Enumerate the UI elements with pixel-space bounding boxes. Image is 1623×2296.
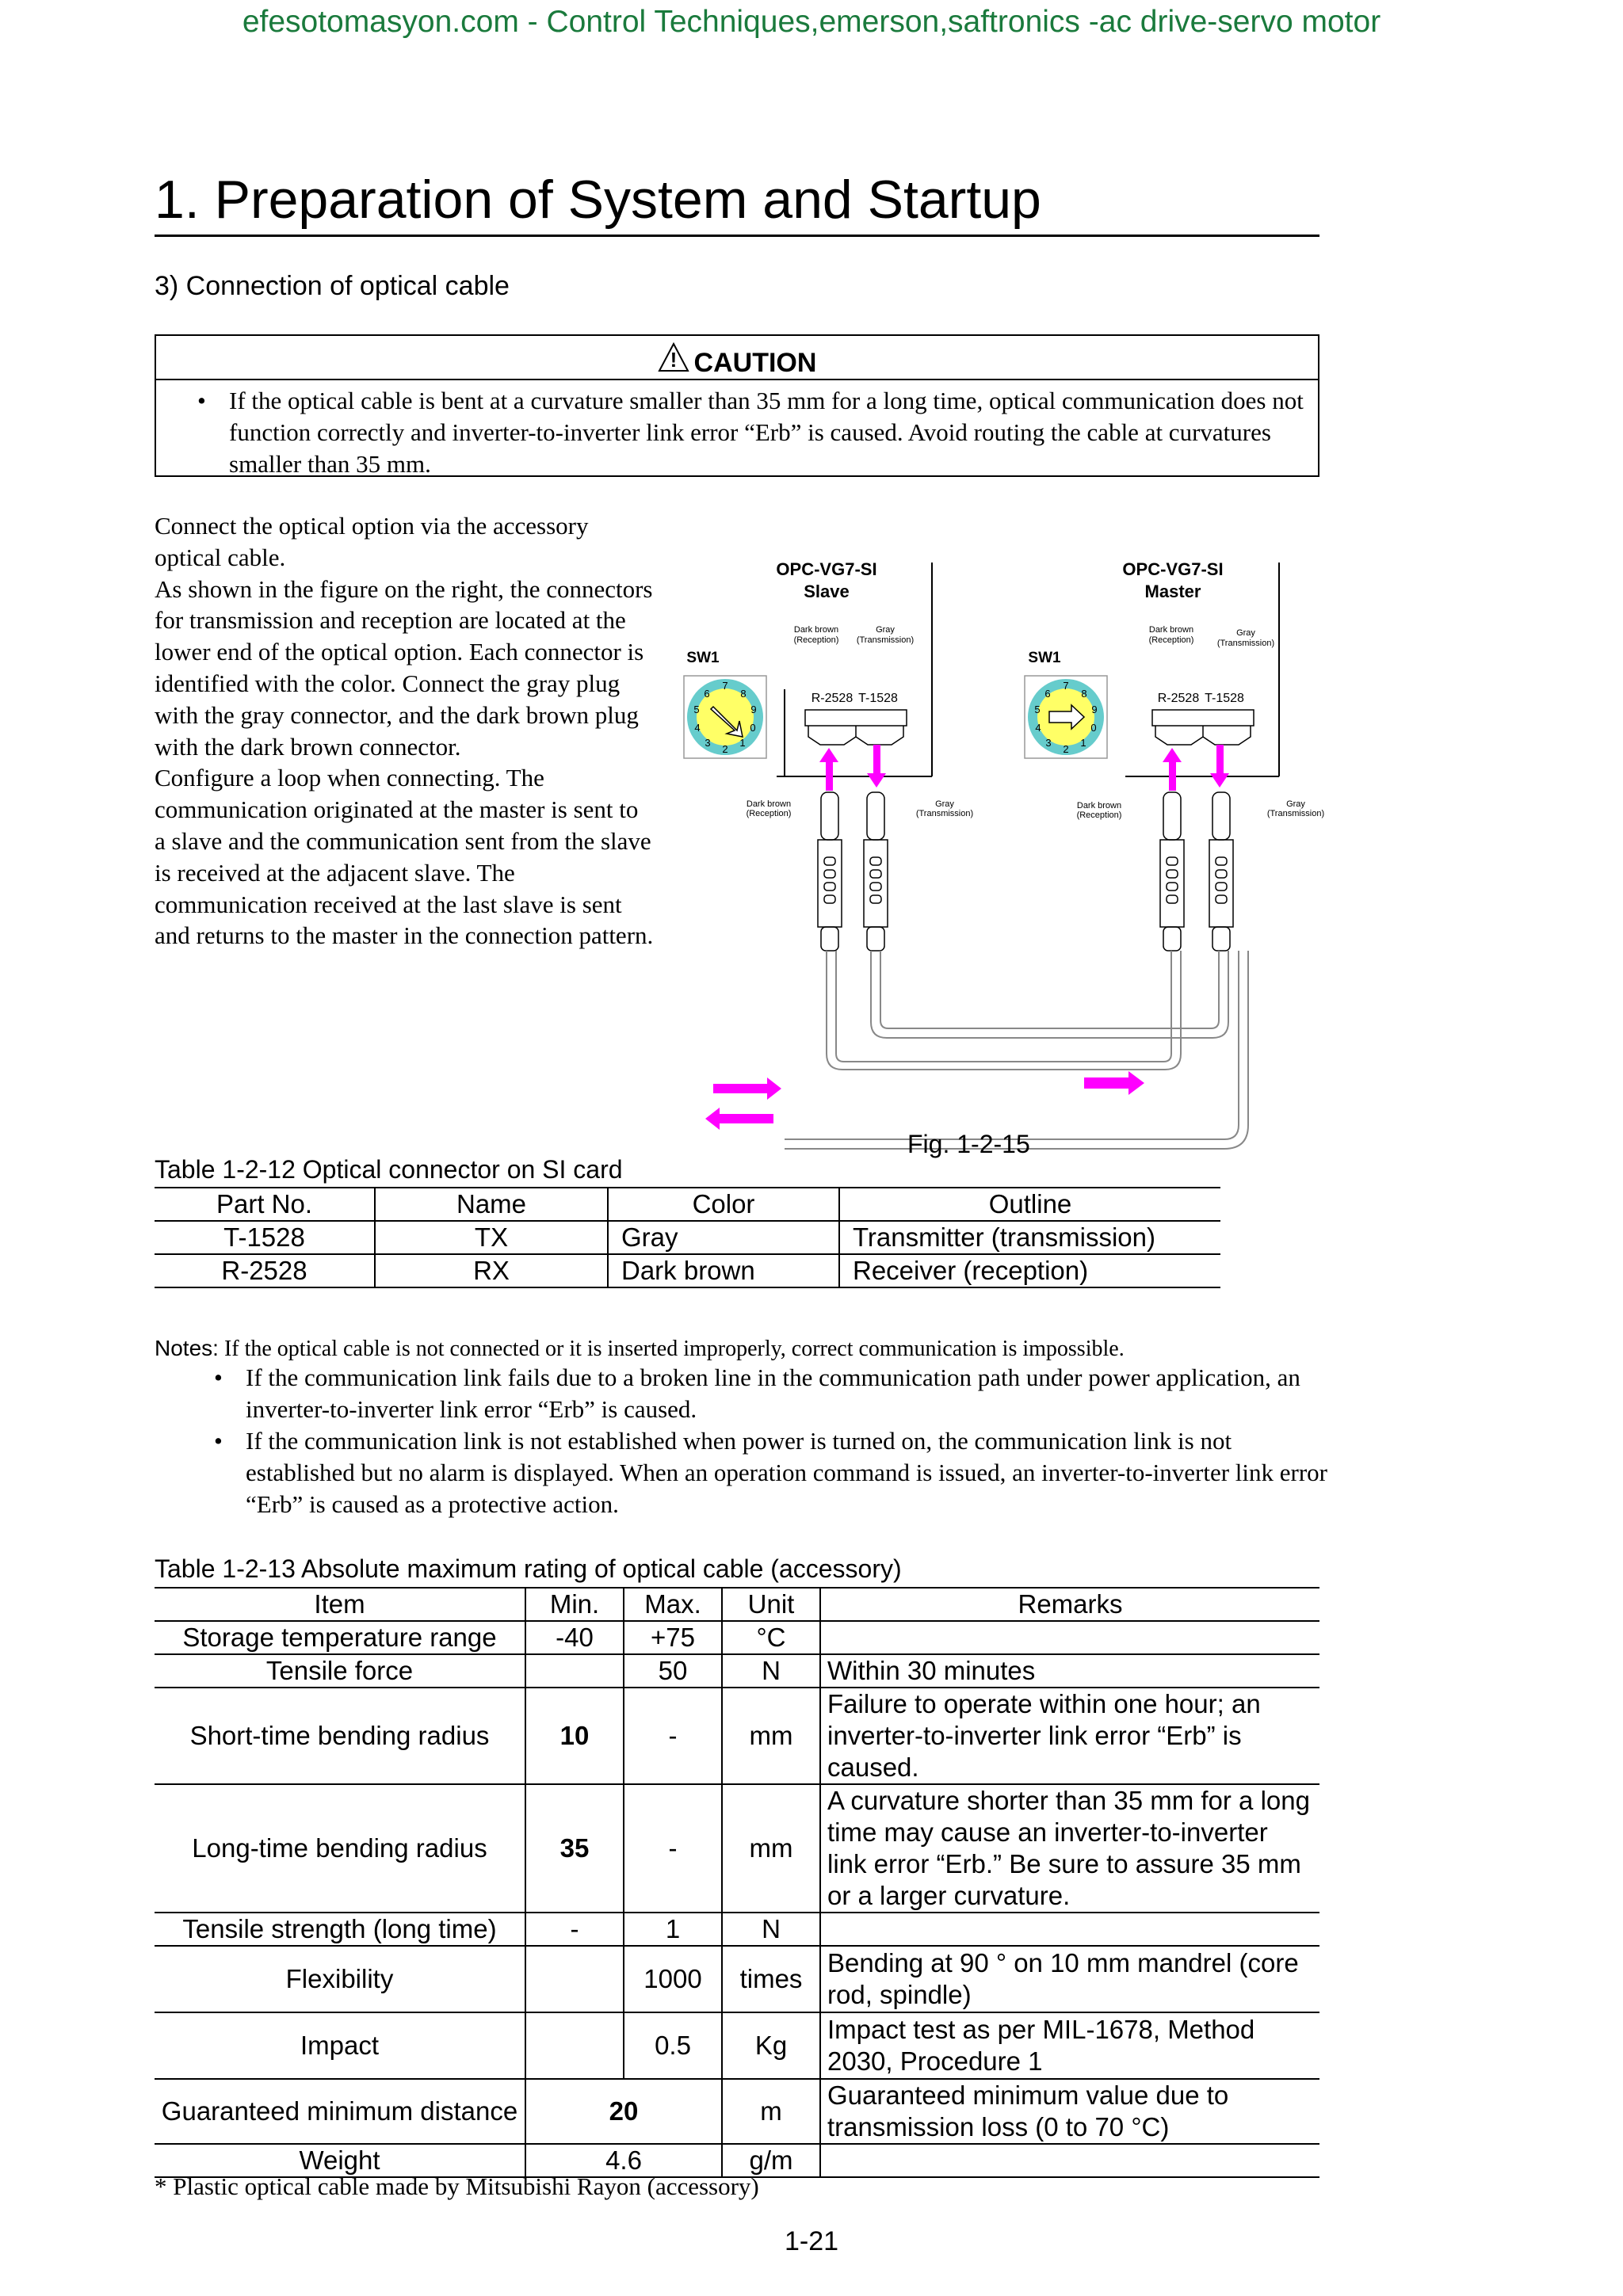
table-header-cell: Name <box>375 1188 608 1221</box>
master-rx-part: R-2528 <box>1157 692 1200 705</box>
table-row: Weight 4.6 g/m <box>155 2144 1319 2177</box>
table-header-cell: Max. <box>624 1588 722 1621</box>
loop-arrow-left-small <box>705 1108 773 1130</box>
master-plug-rx-color: Dark brown <box>1076 801 1122 810</box>
svg-text:2: 2 <box>1063 743 1069 755</box>
master-card <box>1025 559 1279 776</box>
notes-label: Notes: <box>155 1336 219 1360</box>
slave-tx-arrow <box>867 745 886 788</box>
optical-plugs <box>818 792 1233 951</box>
notes <box>155 1336 1327 1520</box>
svg-text:!: ! <box>670 348 677 372</box>
master-role: Master <box>1144 582 1201 601</box>
slave-plug-tx-dir: (Transmission) <box>915 809 974 818</box>
body-text <box>155 510 654 952</box>
svg-text:7: 7 <box>722 680 728 692</box>
slave-tx-dir: (Transmission) <box>856 635 915 645</box>
svg-text:9: 9 <box>1091 704 1098 715</box>
body-paragraph: Connect the optical option via the accessory optical cable. <box>155 512 589 571</box>
svg-text:6: 6 <box>1044 688 1051 700</box>
table-header-row <box>155 1188 1220 1221</box>
table1-title: Table 1-2-12 Optical connector on SI card <box>155 1155 623 1184</box>
svg-text:8: 8 <box>740 688 747 700</box>
svg-text:3: 3 <box>705 737 711 749</box>
master-tx-color: Gray <box>1236 628 1255 638</box>
slave-card <box>684 559 932 776</box>
table-row: Tensile strength (long time) - 1 N <box>155 1913 1319 1946</box>
warning-triangle-icon <box>658 342 689 372</box>
optical-cables <box>785 951 1248 1149</box>
table-row <box>155 1254 1220 1287</box>
slave-plug-rx-color: Dark brown <box>746 799 792 809</box>
svg-text:0: 0 <box>750 722 756 734</box>
table-row: Impact 0.5 Kg Impact test as per MIL-1678, Method 2030, Procedure 1 <box>155 2012 1319 2079</box>
caution-text: • If the optical cable is bent at a curvature smaller than 35 mm for a long time, optical communication does not function correctly and inverter-to-inverter link error “Erb” is caused. Avoid routing the cable at curvatures smaller than 35 mm. <box>197 387 1304 478</box>
caution-text-line: If the optical cable is bent at a curvature smaller than 35 mm for a long time, optical communication does not function correctly and inverter-to-inverter link error “Erb” is caused. Avoid routing the cable at curvatures smaller than 35 mm. <box>229 387 1304 478</box>
table-header-cell: Part No. <box>155 1188 375 1221</box>
table-header-cell: Remarks <box>820 1588 1319 1621</box>
svg-text:7: 7 <box>1063 680 1069 692</box>
slave-plug-tx-color: Gray <box>935 799 954 809</box>
table-header-cell: Item <box>155 1588 525 1621</box>
master-rx-dir: (Reception) <box>1148 635 1194 645</box>
loop-arrow-right <box>1084 1071 1144 1095</box>
master-tx-dir: (Transmission) <box>1216 639 1275 648</box>
table-cell: R-2528 <box>155 1254 375 1287</box>
table-row: Short-time bending radius 10 - mm Failure to operate within one hour; an inverter-to-inverter link error “Erb” is caused. <box>155 1688 1319 1784</box>
body-paragraph: As shown in the figure on the right, the connectors for transmission and reception are located at the lower end of the optical option. Each connector is identified with the color. Connect the gray plug with the gray connector, and the dark brown plug with the dark brown connector. <box>155 574 653 761</box>
svg-text:3: 3 <box>1045 737 1052 749</box>
table-cell: Transmitter (transmission) <box>839 1221 1220 1254</box>
site-header: efesotomasyon.com - Control Techniques,emerson,saftronics -ac drive-servo motor <box>242 5 1381 39</box>
chapter-title: 1. Preparation of System and Startup <box>155 168 1319 237</box>
master-plug-tx-dir: (Transmission) <box>1266 809 1325 818</box>
table-cell: T-1528 <box>155 1221 375 1254</box>
optical-cable-rating-table <box>155 1587 1319 2178</box>
svg-text:4: 4 <box>1035 722 1041 734</box>
figure-caption: Fig. 1-2-15 <box>907 1130 1030 1158</box>
list-item: • If the communication link is not established when power is turned on, the communication link is not established but no alarm is displayed. When an operation command is issued, an inverter-to-inverter link error “Erb” is caused as a protective action. <box>214 1427 1327 1518</box>
table-cell: Dark brown <box>608 1254 839 1287</box>
table-row: Tensile force 50 N Within 30 minutes <box>155 1654 1319 1688</box>
optical-connection-figure <box>666 547 1331 1157</box>
svg-text:9: 9 <box>750 704 757 715</box>
table-row: Storage temperature range -40 +75 °C <box>155 1621 1319 1654</box>
svg-text:8: 8 <box>1081 688 1087 700</box>
master-rx-arrow <box>1163 748 1182 791</box>
notes-lead: If the optical cable is not connected or it is inserted improperly, correct communication is impossible. <box>223 1337 1125 1361</box>
master-title: OPC-VG7-SI <box>1122 559 1224 579</box>
page-number: 1-21 <box>784 2226 839 2256</box>
slave-rx-color: Dark brown <box>793 625 839 635</box>
slave-rx-arrow <box>819 748 838 791</box>
svg-text:1: 1 <box>1080 737 1086 749</box>
master-tx-part: T-1528 <box>1205 692 1244 705</box>
svg-text:4: 4 <box>694 722 701 734</box>
slave-role: Slave <box>804 582 850 601</box>
master-plug-tx-color: Gray <box>1286 799 1305 809</box>
table-header-row <box>155 1588 1319 1621</box>
svg-text:5: 5 <box>1034 704 1041 715</box>
optical-connector-table <box>155 1187 1220 1288</box>
slave-rx-part: R-2528 <box>811 692 854 705</box>
caution-header <box>156 336 1318 380</box>
svg-text:5: 5 <box>693 704 700 715</box>
body-paragraph: Configure a loop when connecting. The communication originated at the master is sent to a slave and the communication sent from the slave is received at the adjacent slave. The communication received at the last slave is sent and returns to the master in the connection pattern. <box>155 764 654 950</box>
master-plug-rx-dir: (Reception) <box>1076 810 1122 820</box>
table-cell: TX <box>375 1221 608 1254</box>
master-tx-arrow <box>1210 745 1229 788</box>
loop-arrow-right-small <box>713 1077 781 1100</box>
slave-title: OPC-VG7-SI <box>776 559 877 579</box>
svg-text:1: 1 <box>739 737 746 749</box>
table-header-cell: Outline <box>839 1188 1220 1221</box>
caution-label: CAUTION <box>693 347 817 378</box>
master-switch-label: SW1 <box>1028 650 1061 666</box>
section-title: 3) Connection of optical cable <box>155 271 510 301</box>
list-item: • If the communication link fails due to a broken line in the communication path under power application, an inverter-to-inverter link error “Erb” is caused. <box>214 1363 1300 1423</box>
table-header-cell: Unit <box>722 1588 820 1621</box>
caution-box <box>155 334 1319 477</box>
slave-switch-label: SW1 <box>686 650 720 666</box>
table-footnote: * Plastic optical cable made by Mitsubishi Rayon (accessory) <box>155 2172 759 2200</box>
table-header-cell: Min. <box>525 1588 624 1621</box>
table-cell: Receiver (reception) <box>839 1254 1220 1287</box>
table2-title: Table 1-2-13 Absolute maximum rating of optical cable (accessory) <box>155 1554 902 1583</box>
table-row: Guaranteed minimum distance 20 m Guaranteed minimum value due to transmission loss (0 to 70 °C) <box>155 2079 1319 2144</box>
table-row <box>155 1221 1220 1254</box>
table-row: Long-time bending radius 35 - mm A curvature shorter than 35 mm for a long time may cause an inverter-to-inverter link error “Erb.” Be sure to assure 35 mm or a larger curvature. <box>155 1784 1319 1913</box>
slave-rx-dir: (Reception) <box>793 635 839 645</box>
svg-text:6: 6 <box>704 688 710 700</box>
table-cell: RX <box>375 1254 608 1287</box>
svg-text:0: 0 <box>1090 722 1097 734</box>
table-row: Flexibility 1000 times Bending at 90 ° on 10 mm mandrel (core rod, spindle) <box>155 1946 1319 2012</box>
svg-text:2: 2 <box>722 743 728 755</box>
table-cell: Gray <box>608 1221 839 1254</box>
master-rx-color: Dark brown <box>1148 625 1194 635</box>
table-header-cell: Color <box>608 1188 839 1221</box>
slave-tx-color: Gray <box>876 625 895 635</box>
slave-tx-part: T-1528 <box>858 692 898 705</box>
slave-plug-rx-dir: (Reception) <box>746 809 792 818</box>
